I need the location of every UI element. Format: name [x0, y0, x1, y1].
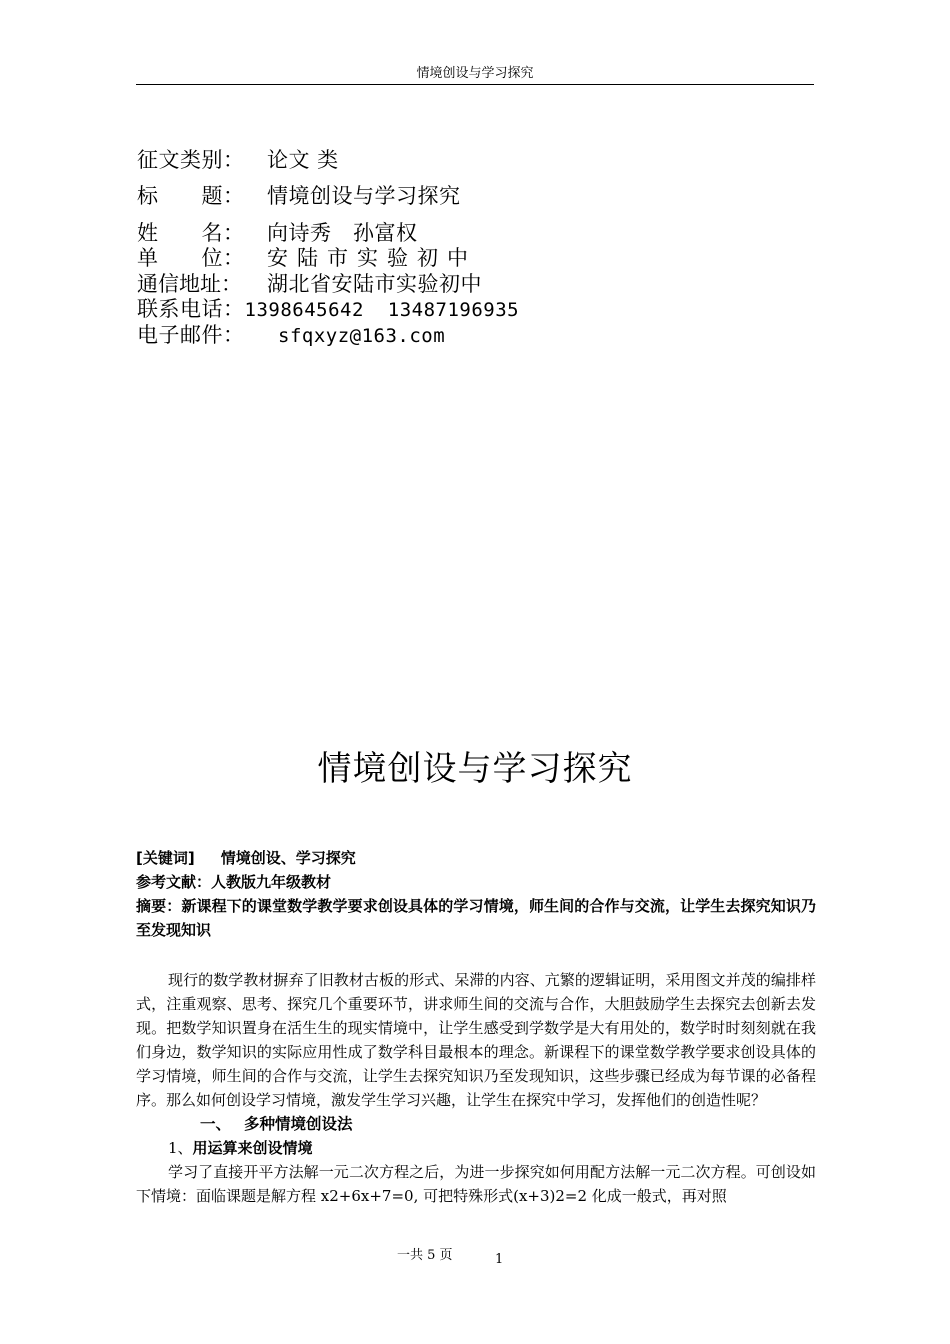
article-body	[136, 968, 816, 1208]
body-paragraph: 现行的数学教材摒弃了旧教材古板的形式、呆滞的内容、亢繁的逻辑证明，采用图文并茂的编排样式，注重观察、思考、探究几个重要环节，讲求师生间的交流与合作，大胆鼓励学生去探究去创新去发现。把数学知识置身在活生生的现实情境中，让学生感受到学数学是大有用处的，数学时时刻刻就在我们身边，数学知识的实际应用性成了数学科目最根本的理念。新课程下的课堂数学教学要求创设具体的学习情境，师生间的合作与交流，让学生去探究知识乃至发现知识，这些步骤已经成为每节课的必备程序。那么如何创设学习情境，激发学生学习兴趣，让学生在探究中学习，发挥他们的创造性呢？	[136, 971, 816, 1109]
body-paragraph: 学习了直接开平方法解一元二次方程之后，为进一步探究如何用配方法解一元二次方程。可创设如下情境：面临课题是解方程 x2+6x+7=0, 可把特殊形式(x+3)2=2 化成一般式，再对照	[136, 1163, 816, 1205]
meta-unit	[137, 246, 817, 271]
meta-title-value: 情境创设与学习探究	[267, 184, 461, 208]
footer-page-number: 1	[495, 1252, 504, 1267]
running-header: 情境创设与学习探究	[416, 66, 534, 81]
meta-phone-value: 1398645642 13487196935	[244, 299, 520, 321]
article-front-matter	[136, 846, 816, 942]
article-title: 情境创设与学习探究	[317, 749, 633, 789]
meta-email	[137, 322, 817, 348]
submission-info	[137, 146, 817, 348]
meta-title-label: 标 题：	[137, 184, 245, 208]
meta-unit-value: 安陆市实验初中	[267, 246, 477, 270]
meta-title	[137, 182, 817, 220]
meta-email-value: sfqxyz@163.com	[278, 325, 446, 347]
header-rule	[136, 84, 814, 85]
subsection-title: 用运算来创设情境	[192, 1139, 313, 1157]
meta-name-label: 姓 名：	[137, 221, 245, 245]
meta-phone-label: 联系电话：	[137, 297, 245, 321]
section-number: 一、	[200, 1115, 232, 1133]
section-heading	[136, 1112, 816, 1136]
keywords-value: 情境创设、学习探究	[220, 849, 356, 867]
abstract: 摘要：新课程下的课堂数学教学要求创设具体的学习情境，师生间的合作与交流，让学生去探究知识乃至发现知识	[136, 897, 816, 939]
meta-email-label: 电子邮件：	[137, 323, 245, 347]
meta-category-label: 征文类别：	[137, 148, 245, 172]
footer-total-pages: 一共 5 页	[397, 1248, 453, 1263]
meta-address-value: 湖北省安陆市实验初中	[267, 272, 482, 296]
meta-phone	[137, 297, 817, 322]
keywords-label: [关键词]	[136, 849, 195, 867]
subsection-number: 1、	[168, 1139, 193, 1157]
meta-address	[137, 271, 817, 297]
subsection-heading	[136, 1136, 816, 1160]
keywords-line	[136, 846, 816, 870]
meta-address-label: 通信地址：	[137, 272, 242, 296]
meta-unit-label: 单 位：	[137, 246, 245, 270]
meta-category-value: 论文 类	[267, 148, 339, 172]
meta-name-value: 向诗秀 孙富权	[267, 221, 418, 245]
references-line: 参考文献：人教版九年级教材	[136, 873, 332, 891]
section-title: 多种情境创设法	[244, 1115, 353, 1133]
meta-name	[137, 220, 817, 246]
meta-category	[137, 146, 817, 182]
